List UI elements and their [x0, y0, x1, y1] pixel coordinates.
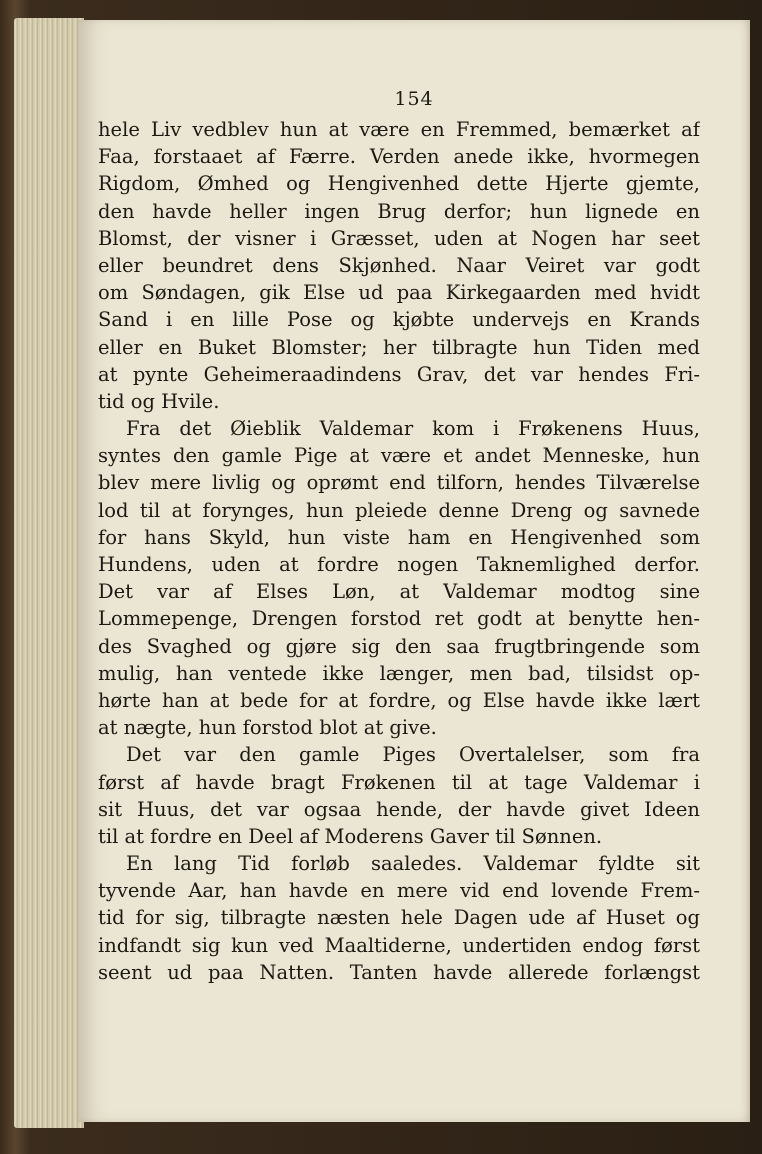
text-line: seent ud paa Natten. Tanten havde allerede forlængst: [98, 960, 700, 984]
text-line: Lommepenge, Drengen forstod ret godt at benytte hen-: [98, 607, 700, 631]
text-line: Blomst, der visner i Græsset, uden at Nogen har seet: [98, 226, 700, 250]
text-line: tid for sig, tilbragte næsten hele Dagen ude af Huset og: [98, 906, 700, 930]
text-line: hele Liv vedblev hun at være en Fremmed, bemærket af: [98, 118, 700, 141]
text-line: lod til at forynges, hun pleiede denne Dreng og savnede: [98, 498, 700, 522]
text-line: des Svaghed og gjøre sig den saa frugtbringende som: [98, 634, 700, 658]
text-line: sit Huus, det var ogsaa hende, der havde givet Ideen: [98, 797, 700, 821]
text-line: blev mere livlig og oprømt end tilforn, hendes Tilværelse: [98, 471, 700, 495]
text-line: Rigdom, Ømhed og Hengivenhed dette Hjerte gjemte,: [98, 172, 700, 196]
text-line: En lang Tid forløb saaledes. Valdemar fyldte sit: [126, 852, 700, 876]
text-line: at pynte Geheimeraadindens Grav, det var hendes Fri-: [98, 362, 700, 386]
text-line: Hundens, uden at fordre nogen Taknemlighed derfor.: [98, 553, 700, 576]
text-line: Fra det Øieblik Valdemar kom i Frøkenens Huus,: [126, 417, 700, 441]
text-line: hørte han at bede for at fordre, og Else havde ikke lært: [98, 688, 700, 712]
text-line: tyvende Aar, han havde en mere vid end lovende Frem-: [98, 879, 700, 903]
text-line: Det var den gamle Piges Overtalelser, som fra: [126, 743, 700, 767]
text-line: Sand i en lille Pose og kjøbte undervejs en Krands: [98, 308, 700, 332]
text-line: til at fordre en Deel af Moderens Gaver til Sønnen.: [98, 824, 603, 848]
page-edges: [14, 18, 84, 1128]
text-line: at nægte, hun forstod blot at give.: [98, 716, 437, 740]
text-line: tid og Hvile.: [98, 389, 220, 413]
page-text: [98, 116, 700, 986]
text-line: om Søndagen, gik Else ud paa Kirkegaarden med hvidt: [98, 281, 700, 305]
text-line: den havde heller ingen Brug derfor; hun lignede en: [98, 199, 700, 223]
text-line: syntes den gamle Pige at være et andet Menneske, hun: [98, 444, 700, 468]
text-line: Det var af Elses Løn, at Valdemar modtog sine: [98, 580, 700, 604]
text-line: for hans Skyld, hun viste ham en Hengivenhed som: [98, 525, 700, 549]
text-line: Faa, forstaaet af Færre. Verden anede ikke, hvormegen: [98, 145, 700, 169]
text-line: først af havde bragt Frøkenen til at tage Valdemar i: [98, 770, 700, 794]
text-line: indfandt sig kun ved Maaltiderne, undertiden endog først: [98, 933, 700, 957]
text-line: mulig, han ventede ikke længer, men bad, tilsidst op-: [98, 661, 700, 685]
page-number: 154: [394, 88, 434, 110]
text-line: eller beundret dens Skjønhed. Naar Veiret var godt: [98, 253, 700, 277]
text-line: eller en Buket Blomster; her tilbragte hun Tiden med: [98, 335, 700, 359]
